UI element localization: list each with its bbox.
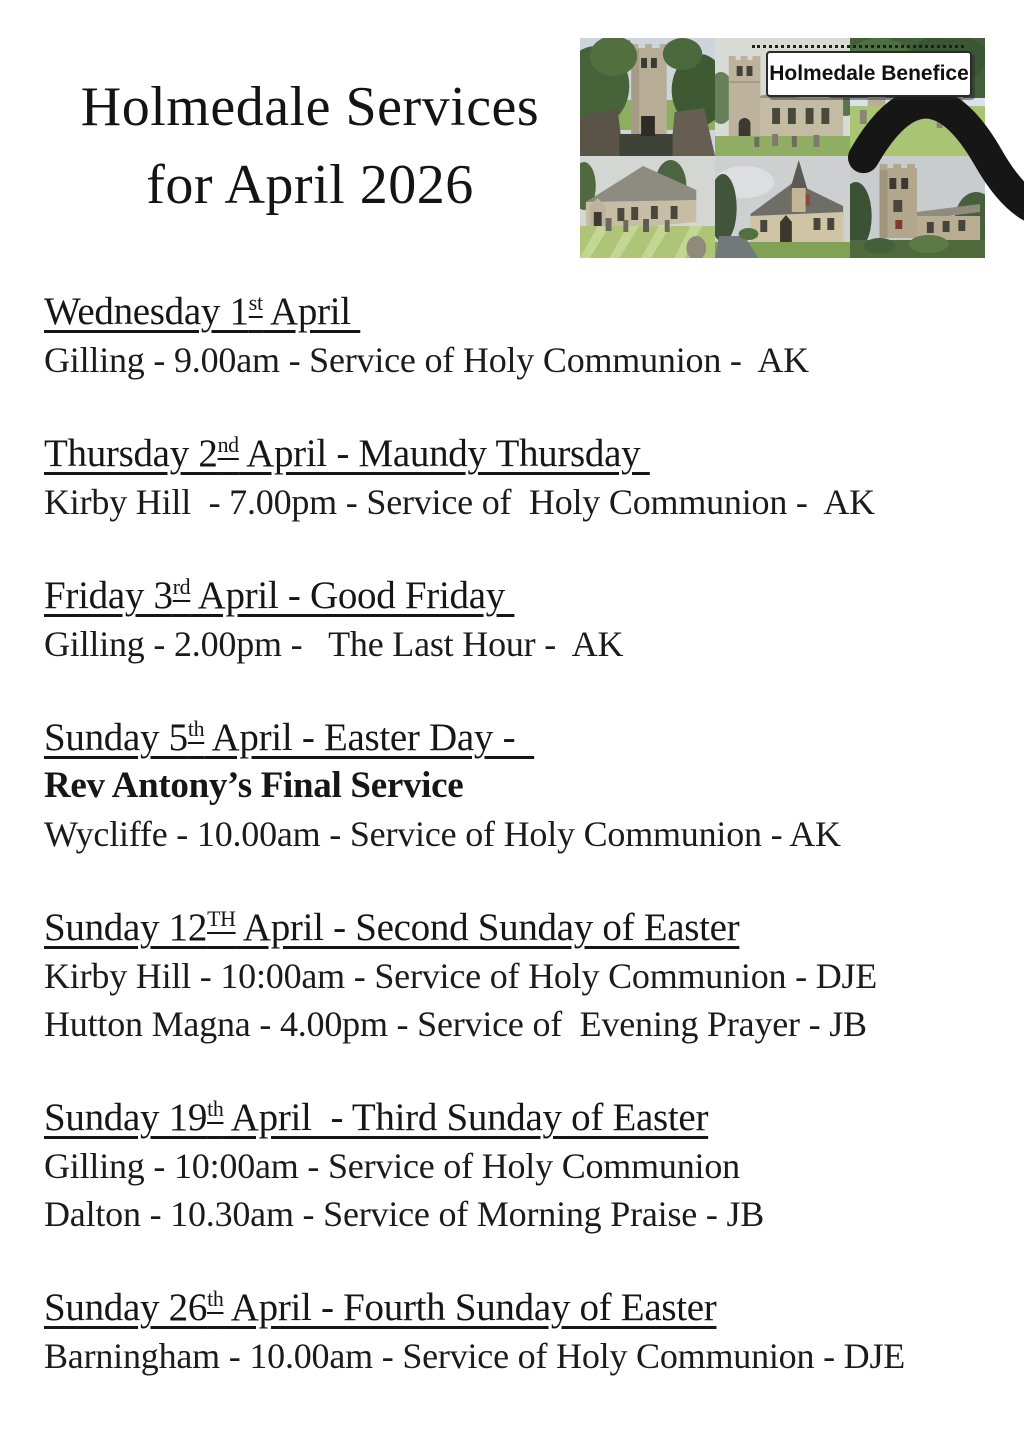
title-line-2: for April 2026 [146,154,474,216]
service-line: Hutton Magna - 4.00pm - Service of Evening Prayer - JB [44,1004,867,1044]
heading-text: Sunday 26 [44,1286,208,1329]
benefice-badge-label: Holmedale Benefice [769,62,969,85]
heading-superscript: TH [207,907,236,931]
service-line: Gilling - 2.00pm - The Last Hour - AK [44,624,624,664]
heading-superscript: rd [172,575,191,599]
heading-text: Sunday 5 [44,716,188,759]
service-line: Gilling - 10:00am - Service of Holy Communion [44,1146,740,1186]
service-heading [44,1284,984,1332]
heading-text: April - Fourth Sunday of Easter [223,1286,717,1329]
heading-text: Friday 3 [44,574,173,617]
benefice-badge [766,51,972,97]
heading-text: April - Second Sunday of Easter [235,906,740,949]
service-section-april-3 [44,572,984,668]
heading-text: April [262,290,361,333]
service-heading [44,904,984,952]
heading-text: Sunday 12 [44,906,208,949]
service-section-april-26 [44,1284,984,1380]
heading-text: April - Third Sunday of Easter [223,1096,709,1139]
service-section-april-5 [44,714,984,858]
service-line: Barningham - 10.00am - Service of Holy Communion - DJE [44,1336,906,1376]
service-line: Dalton - 10.30am - Service of Morning Praise - JB [44,1194,765,1234]
church-spirelet-illustration [715,156,850,258]
page-title [10,68,610,224]
service-section-april-12 [44,904,984,1048]
church-photo-collage [580,38,985,258]
heading-superscript: th [187,717,205,741]
service-line: Kirby Hill - 7.00pm - Service of Holy Communion - AK [44,482,875,522]
service-heading [44,572,984,620]
service-heading [44,430,984,478]
heading-text: April - Maundy Thursday [238,432,650,475]
heading-superscript: th [207,1097,224,1121]
heading-text: Thursday 2 [44,432,218,475]
heading-superscript: th [207,1287,224,1311]
service-heading [44,1094,984,1142]
heading-text: April - Easter Day - [204,716,535,759]
title-line-1: Holmedale Services [80,76,540,138]
church-tower-ivy-illustration [580,38,715,156]
heading-text: Sunday 19 [44,1096,208,1139]
service-heading [44,714,984,762]
service-line: Gilling - 9.00am - Service of Holy Communion - AK [44,340,809,380]
service-section-april-2 [44,430,984,526]
service-line: Wycliffe - 10.00am - Service of Holy Communion - AK [44,814,841,854]
service-note: Rev Antony’s Final Service [44,765,464,806]
service-section-april-19 [44,1094,984,1238]
heading-superscript: st [248,291,263,315]
church-striped-lawn-illustration [580,156,715,258]
heading-text: April - Good Friday [190,574,515,617]
service-section-april-1 [44,288,984,384]
services-list [44,288,984,1426]
church-photo-5 [715,156,850,258]
church-photo-1 [580,38,715,156]
heading-superscript: nd [217,433,239,457]
service-line: Kirby Hill - 10:00am - Service of Holy Communion - DJE [44,956,878,996]
service-heading [44,288,984,336]
heading-text: Wednesday 1 [44,290,249,333]
church-photo-4 [580,156,715,258]
